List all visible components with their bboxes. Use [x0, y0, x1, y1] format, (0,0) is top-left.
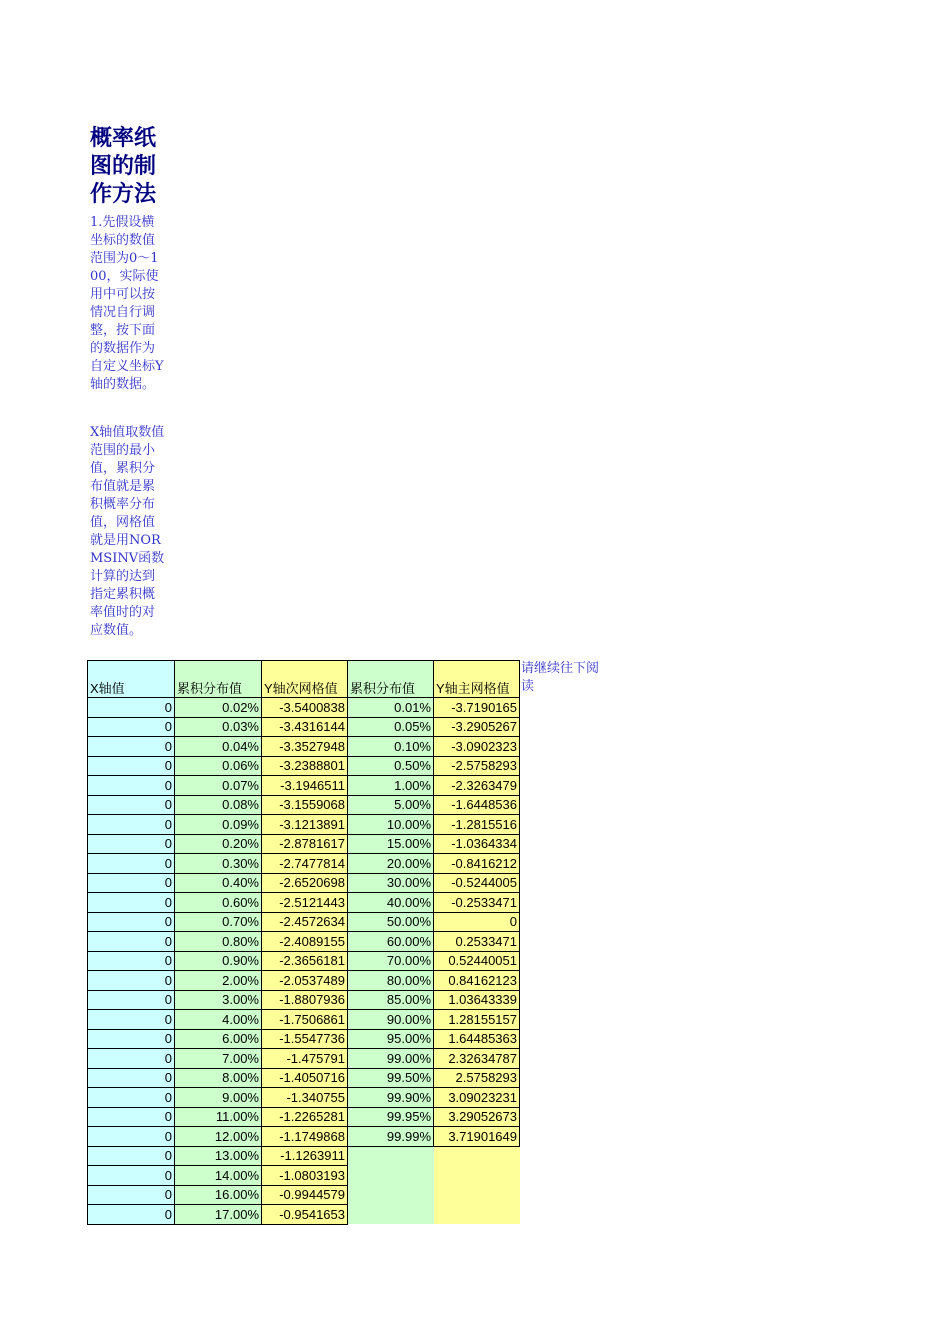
y-minor-grid-cell[interactable]: -3.4316144	[262, 717, 348, 737]
cumulative-minor-cell[interactable]: 0.02%	[175, 698, 262, 718]
x-value-cell[interactable]: 0	[88, 912, 175, 932]
table-row	[88, 1010, 520, 1030]
x-value-cell[interactable]: 0	[88, 971, 175, 991]
cumulative-major-cell[interactable]: 0.05%	[348, 717, 434, 737]
header-cumulative-2[interactable]: 累积分布值	[348, 661, 434, 698]
table-row	[88, 756, 520, 776]
cumulative-major-cell[interactable]: 95.00%	[348, 1029, 434, 1049]
y-minor-grid-cell[interactable]: -2.7477814	[262, 854, 348, 874]
x-value-cell[interactable]: 0	[88, 951, 175, 971]
cumulative-minor-cell[interactable]: 6.00%	[175, 1029, 262, 1049]
cumulative-minor-cell[interactable]: 0.90%	[175, 951, 262, 971]
y-minor-grid-cell[interactable]: -1.4050716	[262, 1068, 348, 1088]
x-value-cell[interactable]: 0	[88, 1185, 175, 1205]
table-row	[88, 971, 520, 991]
cumulative-minor-cell[interactable]: 0.08%	[175, 795, 262, 815]
cumulative-minor-cell[interactable]: 0.20%	[175, 834, 262, 854]
x-value-cell[interactable]: 0	[88, 737, 175, 757]
y-major-grid-cell[interactable]: 1.64485363	[434, 1029, 520, 1049]
table-row	[88, 951, 520, 971]
cumulative-minor-cell[interactable]: 3.00%	[175, 990, 262, 1010]
y-major-grid-cell[interactable]: -2.3263479	[434, 776, 520, 796]
y-major-grid-cell[interactable]: 3.29052673	[434, 1107, 520, 1127]
empty-cell[interactable]	[348, 1146, 434, 1166]
x-value-cell[interactable]: 0	[88, 1029, 175, 1049]
cumulative-major-cell[interactable]: 30.00%	[348, 873, 434, 893]
cumulative-minor-cell[interactable]: 0.03%	[175, 717, 262, 737]
cumulative-minor-cell[interactable]: 0.80%	[175, 932, 262, 952]
empty-cell[interactable]	[434, 1185, 520, 1205]
x-value-cell[interactable]: 0	[88, 1166, 175, 1186]
cumulative-major-cell[interactable]: 50.00%	[348, 912, 434, 932]
cumulative-major-cell[interactable]: 85.00%	[348, 990, 434, 1010]
cumulative-major-cell[interactable]: 0.10%	[348, 737, 434, 757]
data-table	[87, 660, 520, 1225]
cumulative-major-cell[interactable]: 99.95%	[348, 1107, 434, 1127]
x-value-cell[interactable]: 0	[88, 1107, 175, 1127]
cumulative-minor-cell[interactable]: 0.09%	[175, 815, 262, 835]
cumulative-minor-cell[interactable]: 9.00%	[175, 1088, 262, 1108]
cumulative-minor-cell[interactable]: 0.30%	[175, 854, 262, 874]
cumulative-minor-cell[interactable]: 0.60%	[175, 893, 262, 913]
y-minor-grid-cell[interactable]: -2.4089155	[262, 932, 348, 952]
table-row	[88, 1107, 520, 1127]
cumulative-minor-cell[interactable]: 2.00%	[175, 971, 262, 991]
x-value-cell[interactable]: 0	[88, 1127, 175, 1147]
y-minor-grid-cell[interactable]: -3.1946511	[262, 776, 348, 796]
y-minor-grid-cell[interactable]: -2.8781617	[262, 834, 348, 854]
empty-cell[interactable]	[348, 1205, 434, 1225]
empty-cell[interactable]	[434, 1146, 520, 1166]
cumulative-major-cell[interactable]: 1.00%	[348, 776, 434, 796]
header-cumulative-1[interactable]: 累积分布值	[175, 661, 262, 698]
y-major-grid-cell[interactable]: 2.5758293	[434, 1068, 520, 1088]
x-value-cell[interactable]: 0	[88, 1010, 175, 1030]
y-major-grid-cell[interactable]: 2.32634787	[434, 1049, 520, 1069]
x-value-cell[interactable]: 0	[88, 873, 175, 893]
x-value-cell[interactable]: 0	[88, 815, 175, 835]
y-minor-grid-cell[interactable]: -3.1213891	[262, 815, 348, 835]
y-major-grid-cell[interactable]: 3.09023231	[434, 1088, 520, 1108]
x-value-cell[interactable]: 0	[88, 1205, 175, 1225]
y-minor-grid-cell[interactable]: -2.0537489	[262, 971, 348, 991]
cumulative-minor-cell[interactable]: 0.70%	[175, 912, 262, 932]
header-row	[88, 661, 520, 698]
y-minor-grid-cell[interactable]: -1.7506861	[262, 1010, 348, 1030]
cumulative-minor-cell[interactable]: 11.00%	[175, 1107, 262, 1127]
cumulative-major-cell[interactable]: 90.00%	[348, 1010, 434, 1030]
x-value-cell[interactable]: 0	[88, 756, 175, 776]
cumulative-major-cell[interactable]: 99.50%	[348, 1068, 434, 1088]
y-major-grid-cell[interactable]: -3.0902323	[434, 737, 520, 757]
cumulative-minor-cell[interactable]: 14.00%	[175, 1166, 262, 1186]
y-minor-grid-cell[interactable]: -2.5121443	[262, 893, 348, 913]
x-value-cell[interactable]: 0	[88, 795, 175, 815]
y-minor-grid-cell[interactable]: -3.2388801	[262, 756, 348, 776]
table-row	[88, 1049, 520, 1069]
table-row	[88, 873, 520, 893]
y-major-grid-cell[interactable]: -1.0364334	[434, 834, 520, 854]
table-row	[88, 776, 520, 796]
y-major-grid-cell[interactable]: -1.6448536	[434, 795, 520, 815]
y-minor-grid-cell[interactable]: -2.3656181	[262, 951, 348, 971]
empty-cell[interactable]	[348, 1185, 434, 1205]
y-major-grid-cell[interactable]: -0.2533471	[434, 893, 520, 913]
cumulative-major-cell[interactable]: 60.00%	[348, 932, 434, 952]
y-minor-grid-cell[interactable]: -1.475791	[262, 1049, 348, 1069]
y-major-grid-cell[interactable]: 0.84162123	[434, 971, 520, 991]
x-value-cell[interactable]: 0	[88, 1068, 175, 1088]
cumulative-major-cell[interactable]: 0.01%	[348, 698, 434, 718]
cumulative-major-cell[interactable]: 99.00%	[348, 1049, 434, 1069]
cumulative-minor-cell[interactable]: 0.06%	[175, 756, 262, 776]
y-minor-grid-cell[interactable]: -3.3527948	[262, 737, 348, 757]
x-value-cell[interactable]: 0	[88, 834, 175, 854]
table-row	[88, 1088, 520, 1108]
y-major-grid-cell[interactable]: -2.5758293	[434, 756, 520, 776]
cumulative-minor-cell[interactable]: 0.07%	[175, 776, 262, 796]
y-minor-grid-cell[interactable]: -1.1749868	[262, 1127, 348, 1147]
cumulative-major-cell[interactable]: 99.99%	[348, 1127, 434, 1147]
cumulative-minor-cell[interactable]: 4.00%	[175, 1010, 262, 1030]
empty-cell[interactable]	[434, 1166, 520, 1186]
y-minor-grid-cell[interactable]: -1.5547736	[262, 1029, 348, 1049]
table-row	[88, 1166, 520, 1186]
y-major-grid-cell[interactable]: -0.5244005	[434, 873, 520, 893]
table-row	[88, 1068, 520, 1088]
y-major-grid-cell[interactable]: 0.2533471	[434, 932, 520, 952]
cumulative-major-cell[interactable]: 15.00%	[348, 834, 434, 854]
continue-reading-note: 请继续往下阅读	[521, 661, 600, 694]
empty-cell[interactable]	[348, 1166, 434, 1186]
table-row	[88, 932, 520, 952]
x-value-cell[interactable]: 0	[88, 717, 175, 737]
y-major-grid-cell[interactable]: 0.52440051	[434, 951, 520, 971]
y-minor-grid-cell[interactable]: -3.5400838	[262, 698, 348, 718]
y-major-grid-cell[interactable]: 1.28155157	[434, 1010, 520, 1030]
page-title: 概率纸图的制作方法	[90, 125, 157, 207]
explanation-paragraph: X轴值取数值范围的最小值，累积分布值就是累积概率分布值，网格值就是用NORMSINV函数计算的达到指定累积概率值时的对应数值。	[90, 425, 165, 638]
cumulative-minor-cell[interactable]: 7.00%	[175, 1049, 262, 1069]
table-row	[88, 1205, 520, 1225]
table-row	[88, 1185, 520, 1205]
x-value-cell[interactable]: 0	[88, 698, 175, 718]
header-x-value[interactable]: X轴值	[88, 661, 175, 698]
table-row	[88, 854, 520, 874]
table-row	[88, 717, 520, 737]
cumulative-minor-cell[interactable]: 8.00%	[175, 1068, 262, 1088]
y-minor-grid-cell[interactable]: -0.9944579	[262, 1185, 348, 1205]
x-value-cell[interactable]: 0	[88, 990, 175, 1010]
y-minor-grid-cell[interactable]: -2.4572634	[262, 912, 348, 932]
cumulative-minor-cell[interactable]: 0.40%	[175, 873, 262, 893]
intro-paragraph: 1.先假设横坐标的数值范围为0～100，实际使用中可以按情况自行调整，按下面的数据作为自定义坐标Y轴的数据。	[90, 215, 164, 392]
y-major-grid-cell[interactable]: -1.2815516	[434, 815, 520, 835]
header-y-major-grid[interactable]: Y轴主网格值	[434, 661, 520, 698]
y-major-grid-cell[interactable]: 0	[434, 912, 520, 932]
x-value-cell[interactable]: 0	[88, 1146, 175, 1166]
table-row	[88, 737, 520, 757]
cumulative-major-cell[interactable]: 99.90%	[348, 1088, 434, 1108]
cumulative-minor-cell[interactable]: 12.00%	[175, 1127, 262, 1147]
cumulative-minor-cell[interactable]: 16.00%	[175, 1185, 262, 1205]
y-major-grid-cell[interactable]: -0.8416212	[434, 854, 520, 874]
x-value-cell[interactable]: 0	[88, 854, 175, 874]
empty-cell[interactable]	[434, 1205, 520, 1225]
cumulative-minor-cell[interactable]: 17.00%	[175, 1205, 262, 1225]
cumulative-major-cell[interactable]: 40.00%	[348, 893, 434, 913]
cumulative-major-cell[interactable]: 70.00%	[348, 951, 434, 971]
cumulative-major-cell[interactable]: 0.50%	[348, 756, 434, 776]
table-row	[88, 698, 520, 718]
table-row	[88, 795, 520, 815]
cumulative-major-cell[interactable]: 10.00%	[348, 815, 434, 835]
cumulative-major-cell[interactable]: 80.00%	[348, 971, 434, 991]
cumulative-major-cell[interactable]: 5.00%	[348, 795, 434, 815]
x-value-cell[interactable]: 0	[88, 893, 175, 913]
y-minor-grid-cell[interactable]: -1.0803193	[262, 1166, 348, 1186]
table-row	[88, 815, 520, 835]
y-major-grid-cell[interactable]: 1.03643339	[434, 990, 520, 1010]
y-major-grid-cell[interactable]: 3.71901649	[434, 1127, 520, 1147]
y-minor-grid-cell[interactable]: -1.1263911	[262, 1146, 348, 1166]
x-value-cell[interactable]: 0	[88, 1088, 175, 1108]
table-row	[88, 1146, 520, 1166]
x-value-cell[interactable]: 0	[88, 1049, 175, 1069]
y-minor-grid-cell[interactable]: -2.6520698	[262, 873, 348, 893]
y-minor-grid-cell[interactable]: -0.9541653	[262, 1205, 348, 1225]
cumulative-major-cell[interactable]: 20.00%	[348, 854, 434, 874]
y-minor-grid-cell[interactable]: -1.340755	[262, 1088, 348, 1108]
table-row	[88, 893, 520, 913]
cumulative-minor-cell[interactable]: 0.04%	[175, 737, 262, 757]
x-value-cell[interactable]: 0	[88, 932, 175, 952]
table-row	[88, 1127, 520, 1147]
y-minor-grid-cell[interactable]: -1.8807936	[262, 990, 348, 1010]
table-row	[88, 1029, 520, 1049]
y-minor-grid-cell[interactable]: -3.1559068	[262, 795, 348, 815]
table-row	[88, 990, 520, 1010]
table-row	[88, 912, 520, 932]
cumulative-minor-cell[interactable]: 13.00%	[175, 1146, 262, 1166]
y-major-grid-cell[interactable]: -3.2905267	[434, 717, 520, 737]
header-y-minor-grid[interactable]: Y轴次网格值	[262, 661, 348, 698]
y-major-grid-cell[interactable]: -3.7190165	[434, 698, 520, 718]
table-row	[88, 834, 520, 854]
y-minor-grid-cell[interactable]: -1.2265281	[262, 1107, 348, 1127]
x-value-cell[interactable]: 0	[88, 776, 175, 796]
